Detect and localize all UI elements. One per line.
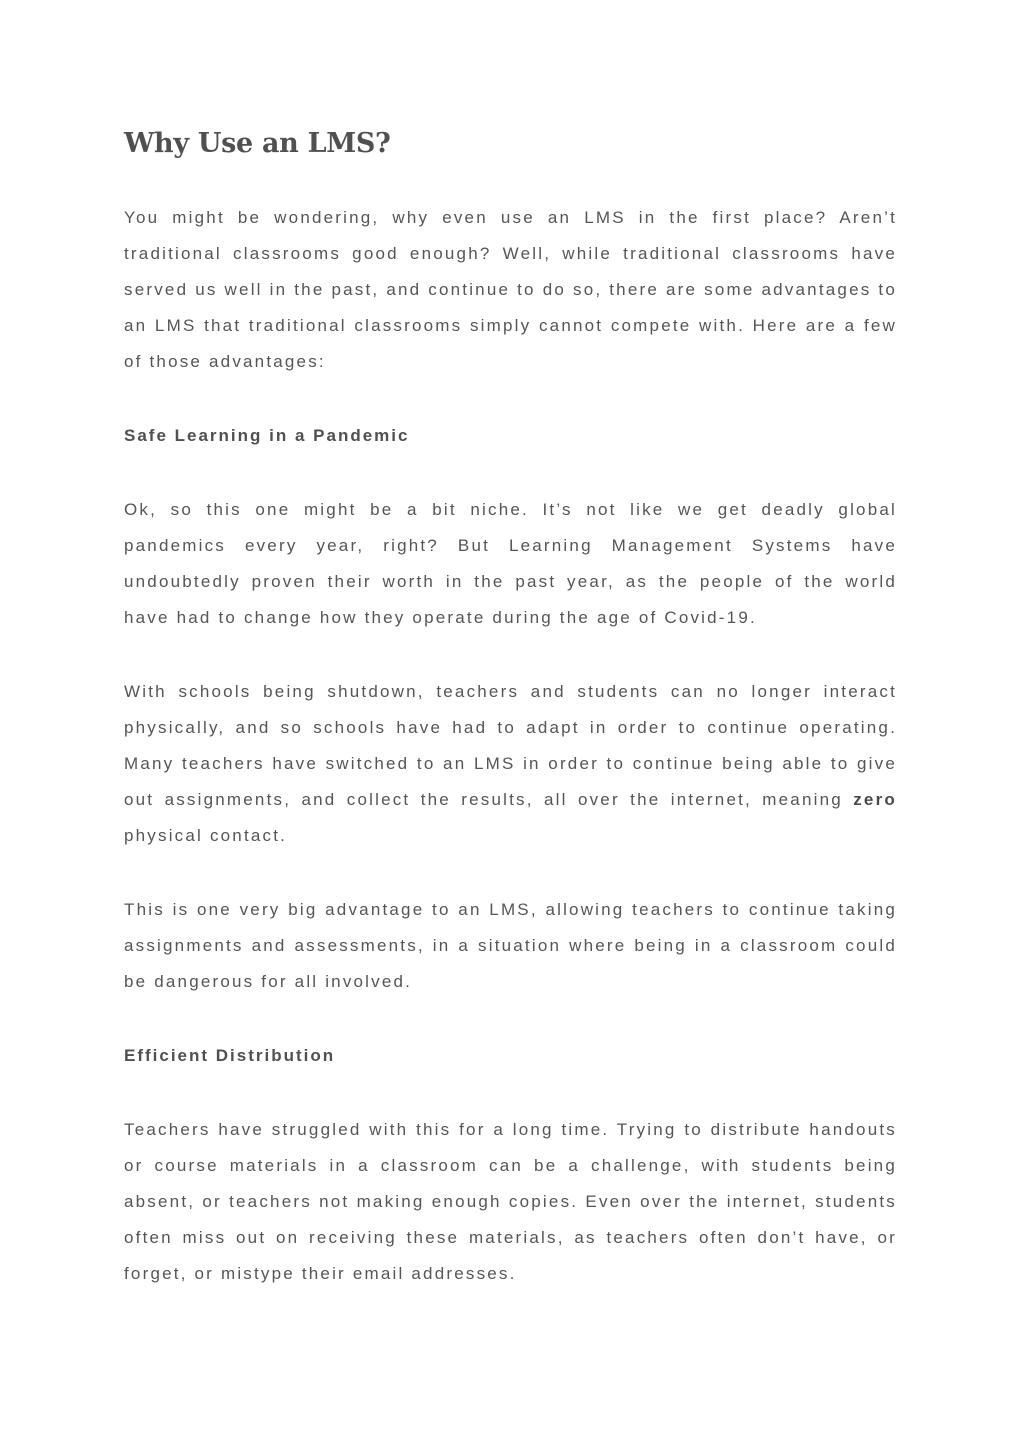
safe-learning-paragraph-3: This is one very big advantage to an LMS, allowing teachers to continue taking assignments and assessments, in a situation where being in a classroom could be dangerous for all involved. xyxy=(124,900,897,991)
section-heading-safe-learning: Safe Learning in a Pandemic xyxy=(124,426,410,445)
efficient-distribution-paragraph-1: Teachers have struggled with this for a long time. Trying to distribute handouts or course materials in a classroom can be a challenge, with students being absent, or teachers not making enough copies. Even over the internet, students often miss out on receiving these materials, as teachers often don’t have, or forget, or mistype their email addresses. xyxy=(124,1120,897,1283)
safe-learning-paragraph-2 xyxy=(124,674,897,854)
section-heading-efficient-distribution: Efficient Distribution xyxy=(124,1046,336,1065)
intro-paragraph: You might be wondering, why even use an LMS in the first place? Aren’t traditional classrooms good enough? Well, while traditional classrooms have served us well in the past, and continue to do so, there are some advantages to an LMS that traditional classrooms simply cannot compete with. Here are a few of those advantages: xyxy=(124,208,897,371)
document-page xyxy=(124,122,897,1330)
emphasis-zero: zero xyxy=(853,790,897,809)
safe-learning-paragraph-1: Ok, so this one might be a bit niche. It’s not like we get deadly global pandemics every year, right? But Learning Management Systems have undoubtedly proven their worth in the past year, as the people of the world have had to change how they operate during the age of Covid-19. xyxy=(124,500,897,627)
paragraph-text: With schools being shutdown, teachers and students can no longer interact physically, and so schools have had to adapt in order to continue operating. Many teachers have switched to an LMS in order to continue being able to give out assignments, and collect the results, all over the internet, meaning xyxy=(124,682,897,809)
article-title: Why Use an LMS? xyxy=(124,128,391,159)
paragraph-text: physical contact. xyxy=(124,826,288,845)
